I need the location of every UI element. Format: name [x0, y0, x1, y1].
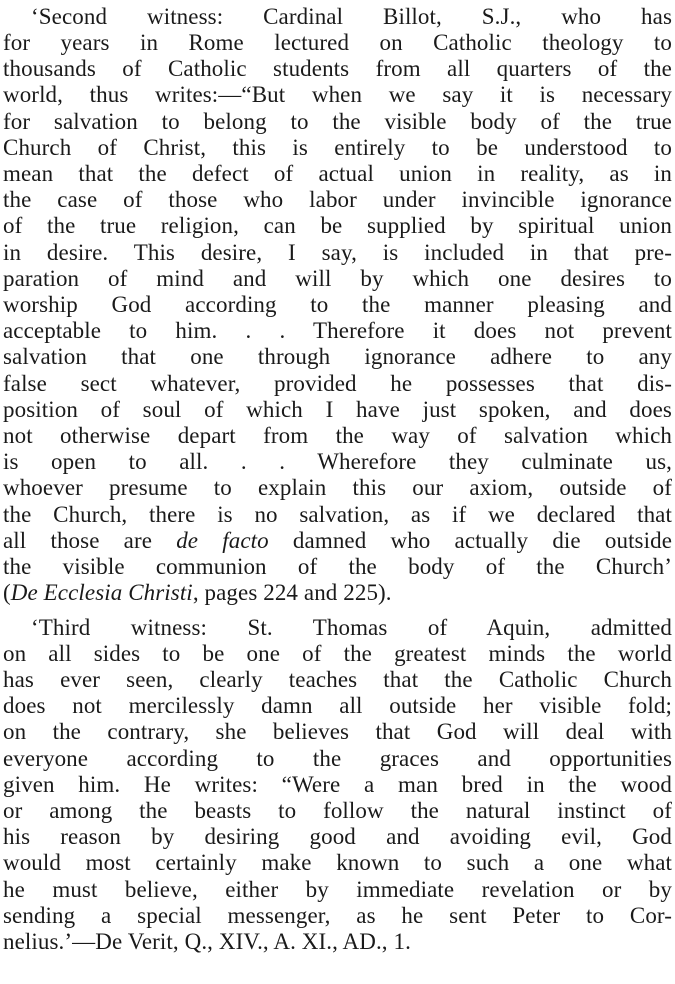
text-line-italic-phrase: all those are de facto damned who actually die outside: [3, 528, 673, 553]
text-line: thousands of Catholic students from all quarters of the: [3, 56, 672, 81]
text-line: of the true religion, can be supplied by spiritual union: [3, 213, 672, 238]
text-line: would most certainly make known to such a one what: [3, 850, 672, 875]
text-line: the Church, there is no salvation, as if we declared that: [3, 502, 672, 527]
text-line: the case of those who labor under invincible ignorance: [3, 187, 672, 212]
text-line: everyone according to the graces and opportunities: [3, 746, 672, 771]
text-line: for years in Rome lectured on Catholic theology to: [3, 30, 672, 55]
text-line: position of soul of which I have just spoken, and does: [3, 397, 672, 422]
text-line: for salvation to belong to the visible body of the true: [3, 109, 672, 134]
text-line: on the contrary, she believes that God will deal with: [3, 719, 672, 744]
text-line: or among the beasts to follow the natural instinct of: [3, 798, 672, 823]
text-line: does not mercilessly damn all outside her visible fold;: [3, 693, 672, 718]
text-line: ‘Third witness: St. Thomas of Aquin, admitted: [31, 615, 672, 640]
text-line: acceptable to him. . . Therefore it does not prevent: [3, 318, 672, 343]
text-line: ‘Second witness: Cardinal Billot, S.J., who has: [31, 4, 672, 29]
text-line: he must believe, either by immediate revelation or by: [3, 877, 672, 902]
text-line: is open to all. . . Wherefore they culminate us,: [3, 449, 672, 474]
text-line: salvation that one through ignorance adhere to any: [3, 344, 672, 369]
text-line: has ever seen, clearly teaches that the Catholic Church: [3, 667, 672, 692]
text-line: mean that the defect of actual union in reality, as in: [3, 161, 672, 186]
text-line: not otherwise depart from the way of salvation which: [3, 423, 672, 448]
citation-line: nelius.’—De Verit, Q., XIV., A. XI., AD., 1.: [3, 929, 411, 954]
text-line: on all sides to be one of the greatest minds the world: [3, 641, 672, 666]
text-line: in desire. This desire, I say, is included in that pre-: [3, 240, 672, 265]
text-line: the visible communion of the body of the Church’: [3, 554, 672, 579]
text-line: worship God according to the manner pleasing and: [3, 292, 672, 317]
text-line: his reason by desiring good and avoiding evil, God: [3, 824, 672, 849]
text-line: Church of Christ, this is entirely to be understood to: [3, 135, 672, 160]
text-line: given him. He writes: “Were a man bred in the wood: [3, 772, 672, 797]
text-line: world, thus writes:—“But when we say it is necessary: [3, 82, 672, 107]
text-line: whoever presume to explain this our axiom, outside of: [3, 475, 672, 500]
text-line: sending a special messenger, as he sent Peter to Cor-: [3, 903, 672, 928]
text-line: paration of mind and will by which one desires to: [3, 266, 672, 291]
citation-line: (De Ecclesia Christi, pages 224 and 225).: [3, 580, 392, 605]
text-line: false sect whatever, provided he possesses that dis-: [3, 371, 672, 396]
